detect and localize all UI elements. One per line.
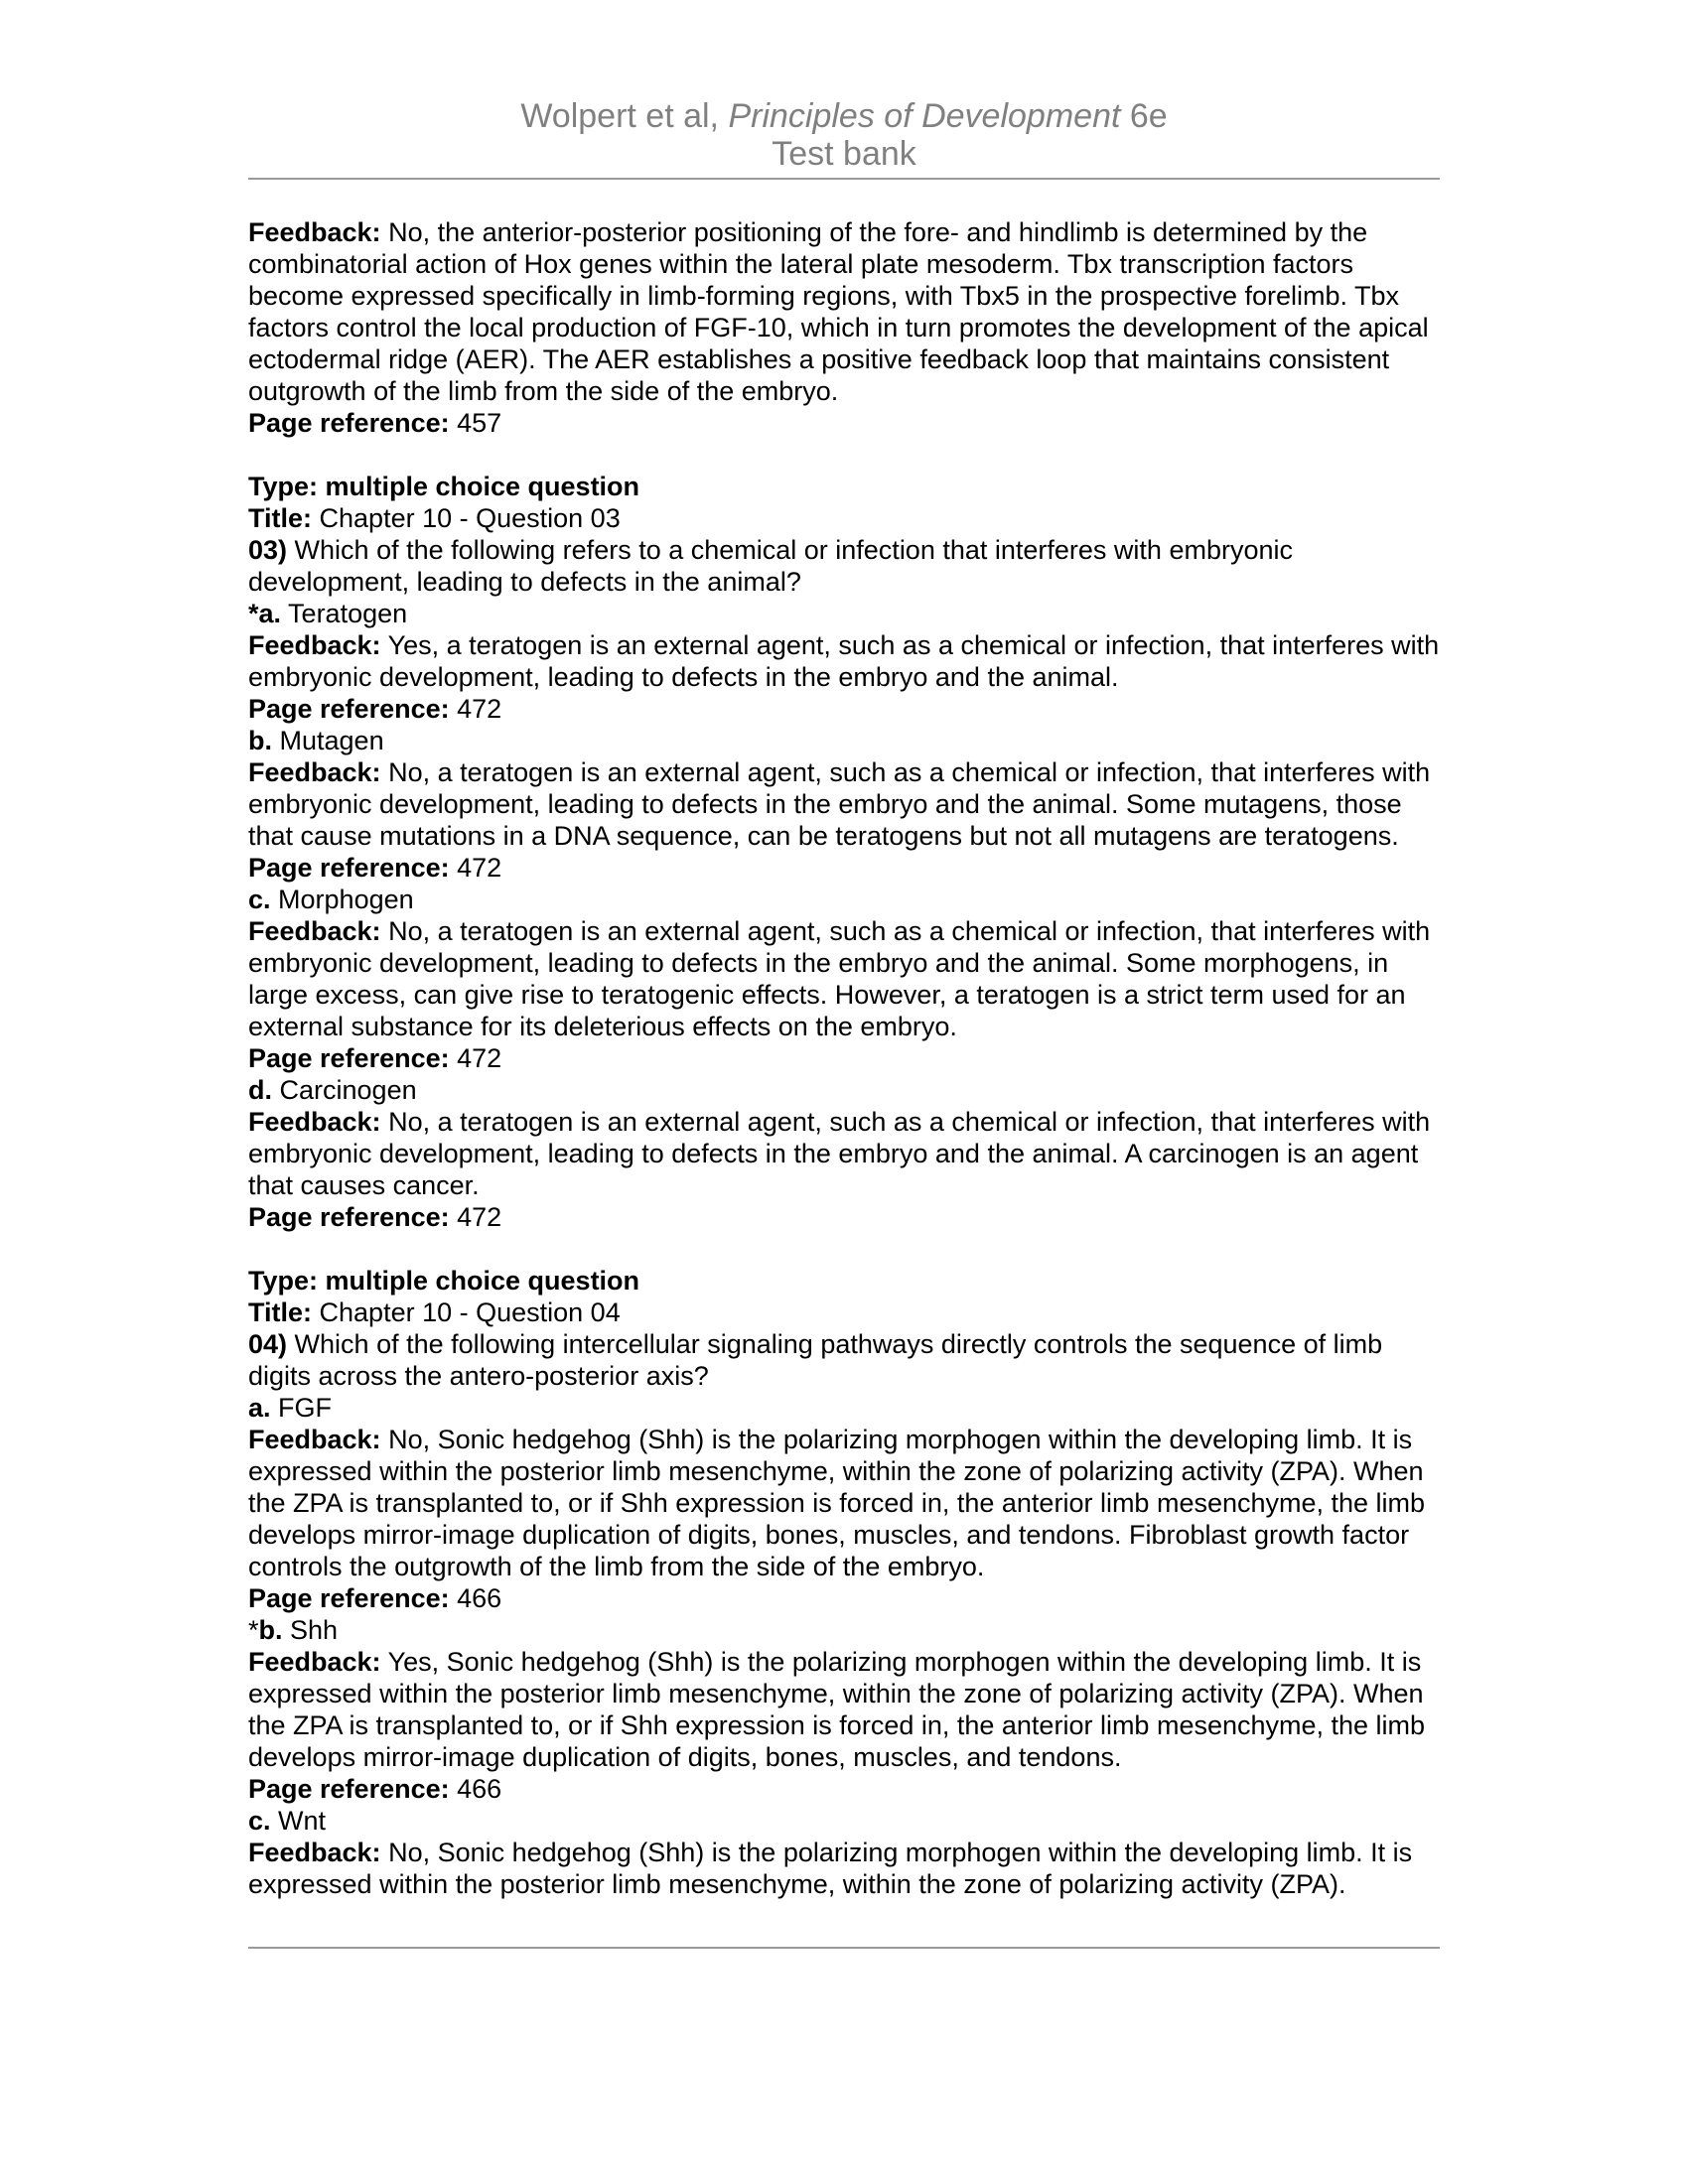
question-title: Title: Chapter 10 - Question 03 <box>248 503 621 533</box>
question-type: Type: multiple choice question <box>248 472 640 501</box>
page-reference: Page reference: 472 <box>248 1043 502 1073</box>
feedback-block: Feedback: No, a teratogen is an external agent, such as a chemical or infection, that interferes with embryonic development, leading to defects in the embryo and the animal. A carcinogen is an agent that causes cancer. <box>248 1107 1431 1200</box>
header-edition: 6e <box>1120 97 1168 135</box>
page-header <box>248 97 1440 173</box>
feedback-block: Feedback: Yes, Sonic hedgehog (Shh) is the polarizing morphogen within the developing limb. It is expressed within the posterior limb mesenchyme, within the zone of polarizing activity (ZPA). When the ZPA is transplanted to, or if Shh expression is forced in, the anterior limb mesenchyme, the limb develops mirror-image duplication of digits, bones, muscles, and tendons. <box>248 1647 1426 1772</box>
answer-option: *a. Teratogen <box>248 599 408 628</box>
answer-option: c. Wnt <box>248 1806 327 1836</box>
question-text: 04) Which of the following intercellular signaling pathways directly controls the sequence of limb digits across the antero-posterior axis? <box>248 1329 1383 1391</box>
document-body <box>248 216 1440 1900</box>
header-authors: Wolpert et al, <box>520 97 729 135</box>
page-reference: Page reference: 472 <box>248 1202 502 1232</box>
answer-option: b. Mutagen <box>248 726 384 755</box>
feedback-block: Feedback: Yes, a teratogen is an external agent, such as a chemical or infection, that interferes with embryonic development, leading to defects in the embryo and the animal. <box>248 630 1440 692</box>
header-book-title: Principles of Development <box>728 97 1121 135</box>
feedback-block: Feedback: No, the anterior-posterior positioning of the fore- and hindlimb is determined by the combinatorial action of Hox genes within the lateral plate mesoderm. Tbx transcription factors become expressed specifically in limb-forming regions, with Tbx5 in the prospective forelimb. Tbx factors control the local production of FGF-10, which in turn promotes the development of the apical ectodermal ridge (AER). The AER establishes a positive feedback loop that maintains consistent outgrowth of the limb from the side of the embryo. <box>248 217 1429 406</box>
feedback-block: Feedback: No, Sonic hedgehog (Shh) is the polarizing morphogen within the developing limb. It is expressed within the posterior limb mesenchyme, within the zone of polarizing activity (ZPA). When the ZPA is transplanted to, or if Shh expression is forced in, the anterior limb mesenchyme, the limb develops mirror-image duplication of digits, bones, muscles, and tendons. Fibroblast growth factor controls the outgrowth of the limb from the side of the embryo. <box>248 1425 1426 1581</box>
question-type: Type: multiple choice question <box>248 1266 640 1296</box>
header-rule <box>248 178 1440 180</box>
page-reference: Page reference: 466 <box>248 1583 502 1613</box>
feedback-block: Feedback: No, a teratogen is an external agent, such as a chemical or infection, that interferes with embryonic development, leading to defects in the embryo and the animal. Some mutagens, those that cause mutations in a DNA sequence, can be teratogens but not all mutagens are teratogens. <box>248 757 1431 851</box>
header-title-line <box>248 97 1440 135</box>
answer-option: a. FGF <box>248 1393 333 1423</box>
answer-option: *b. Shh <box>248 1615 339 1645</box>
page-reference: Page reference: 472 <box>248 853 502 883</box>
question-title: Title: Chapter 10 - Question 04 <box>248 1297 621 1327</box>
page-reference: Page reference: 466 <box>248 1774 502 1804</box>
question-text: 03) Which of the following refers to a chemical or infection that interferes with embryonic development, leading to defects in the animal? <box>248 535 1293 597</box>
page-reference: Page reference: 457 <box>248 408 502 438</box>
answer-option: c. Morphogen <box>248 885 414 914</box>
header-subtitle: Test bank <box>772 135 916 173</box>
feedback-block: Feedback: No, Sonic hedgehog (Shh) is the polarizing morphogen within the developing limb. It is expressed within the posterior limb mesenchyme, within the zone of polarizing activity (ZPA). <box>248 1838 1413 1899</box>
footer-rule <box>248 1947 1440 1949</box>
feedback-block: Feedback: No, a teratogen is an external agent, such as a chemical or infection, that interferes with embryonic development, leading to defects in the embryo and the animal. Some morphogens, in large excess, can give rise to teratogenic effects. However, a teratogen is a strict term used for an external substance for its deleterious effects on the embryo. <box>248 916 1431 1041</box>
answer-option: d. Carcinogen <box>248 1075 417 1105</box>
page-reference: Page reference: 472 <box>248 694 502 724</box>
